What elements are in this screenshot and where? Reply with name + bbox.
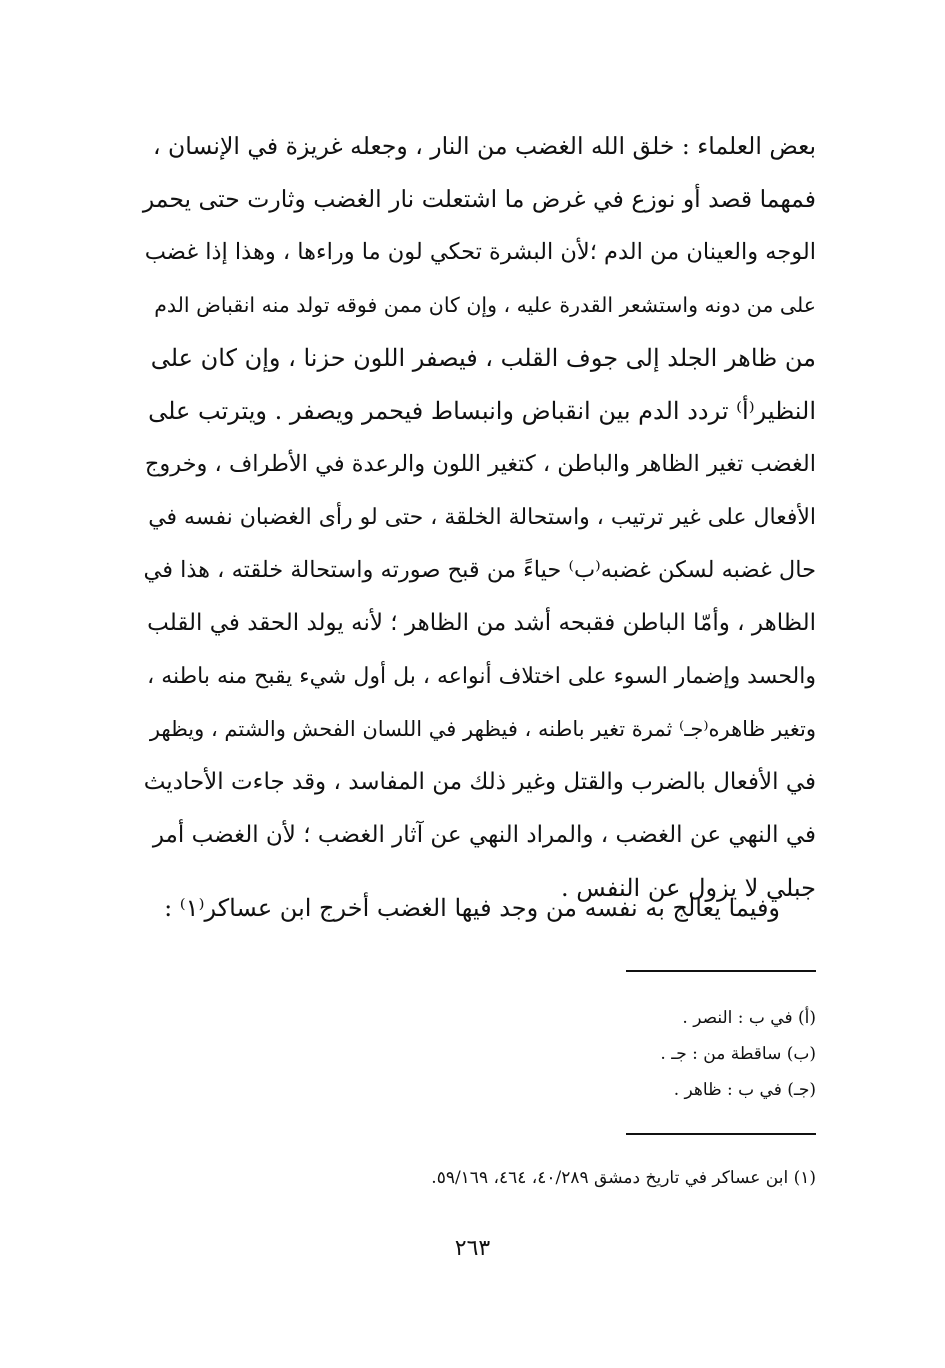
footnote-source-1: (١) ابن عساكر في تاريخ دمشق ٤٠/٢٨٩، ٤٦٤، ٥٩/١٦٩. — [431, 1168, 816, 1188]
text-line: حال غضبه لسكن غضبه⁽ب⁾ حياءً من قبح صورته واستحالة خلقته ، هذا في — [143, 557, 816, 583]
footnotes-variants — [300, 1000, 816, 1108]
text-line: الغضب تغير الظاهر والباطن ، كتغير اللون والرعدة في الأطراف ، وخروج — [144, 451, 816, 477]
footnote-variant-c: (جـ) في ب : ظاهر . — [673, 1080, 816, 1100]
text-line: جبلي لا يزول عن النفس . — [561, 874, 816, 902]
text-line: الوجه والعينان من الدم ؛لأن البشرة تحكي لون ما وراءها ، وهذا إذا غضب — [144, 239, 816, 265]
footnote-divider-sources — [626, 1133, 816, 1135]
text-line: والحسد وإضمار السوء على اختلاف أنواعه ، بل أول شيء يقبح منه باطنه ، — [147, 664, 816, 689]
text-line: في النهي عن الغضب ، والمراد النهي عن آثار الغضب ؛ لأن الغضب أمر — [152, 822, 816, 848]
paragraph-ibn-asakir: وفيما يعالج به نفسه من وجد فيها الغضب أخرج ابن عساكر⁽١⁾ : — [164, 894, 780, 922]
text-line: الظاهر ، وأمّا الباطن فقبحه أشد من الظاهر ؛ لأنه يولد الحقد في القلب — [147, 610, 816, 636]
footnote-variant-a: (أ) في ب : النصر . — [682, 1008, 816, 1028]
text-line: النظير⁽أ⁾ تردد الدم بين انقباض وانبساط فيحمر ويصفر . ويترتب على — [148, 397, 816, 425]
text-line: وتغير ظاهره⁽جـ⁾ ثمرة تغير باطنه ، فيظهر في اللسان الفحش والشتم ، ويظهر — [149, 717, 816, 741]
text-line: في الأفعال بالضرب والقتل وغير ذلك من المفاسد ، وقد جاءت الأحاديث — [143, 769, 816, 795]
main-text-body — [140, 120, 816, 915]
footnote-variant-b: (ب) ساقطة من : جـ . — [660, 1044, 816, 1064]
footnote-divider-variants — [626, 970, 816, 972]
text-line: على من دونه واستشعر القدرة عليه ، وإن كان ممن فوقه تولد منه انقباض الدم — [154, 293, 816, 317]
footnotes-sources — [300, 1160, 816, 1196]
text-line: الأفعال على غير ترتيب ، واستحالة الخلقة ، حتى لو رأى الغضبان نفسه في — [148, 505, 816, 530]
text-line: بعض العلماء : خلق الله الغضب من النار ، وجعله غريزة في الإنسان ، — [152, 132, 816, 160]
text-line: فمهما قصد أو نوزع في غرض ما اشتعلت نار الغضب وثارت حتى يحمر — [142, 185, 816, 213]
page-number: ٢٦٣ — [454, 1236, 491, 1261]
text-line: من ظاهر الجلد إلى جوف القلب ، فيصفر اللون حزنا ، وإن كان على — [150, 344, 816, 372]
